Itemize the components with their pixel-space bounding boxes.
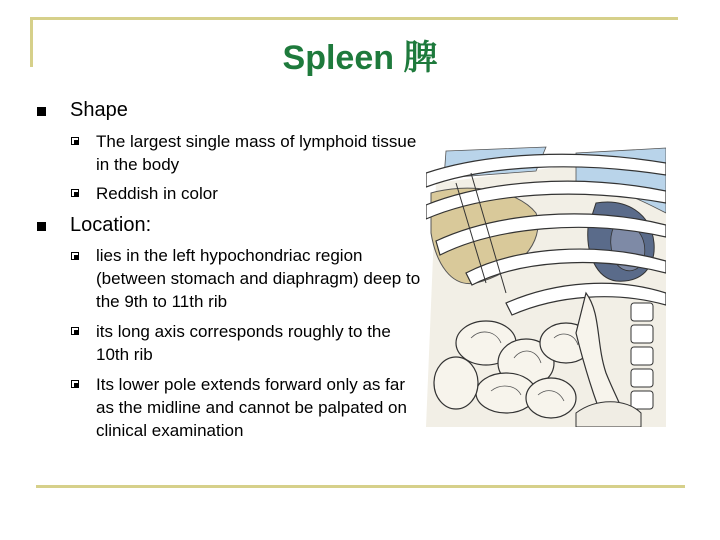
shape-item-1: The largest single mass of lymphoid tissue in the body: [96, 132, 417, 174]
sub-bullet-icon: [71, 380, 79, 388]
location-item-1: lies in the left hypochondriac region (between stomach and diaphragm) deep to the 9th to 11th rib: [96, 246, 421, 311]
sub-bullet-icon: [71, 327, 79, 335]
spleen-anatomy-illustration: [426, 143, 666, 427]
shape-item-2: Reddish in color: [96, 184, 218, 203]
location-item-3: Its lower pole extends forward only as far as the midline and cannot be palpated on clinical examination: [96, 375, 407, 440]
bullet-square-icon: [37, 222, 46, 231]
section-heading-shape: Shape: [70, 99, 128, 121]
frame-top-line: [30, 17, 678, 20]
frame-bottom-line: [36, 485, 685, 488]
bullet-square-icon: [37, 107, 46, 116]
slide-title: Spleen 脾: [282, 39, 438, 77]
sub-bullet-icon: [71, 189, 79, 197]
location-item-2: its long axis corresponds roughly to the 10th rib: [96, 322, 391, 364]
section-heading-location: Location:: [70, 214, 152, 236]
sub-bullet-icon: [71, 252, 79, 260]
sub-bullet-icon: [71, 137, 79, 145]
